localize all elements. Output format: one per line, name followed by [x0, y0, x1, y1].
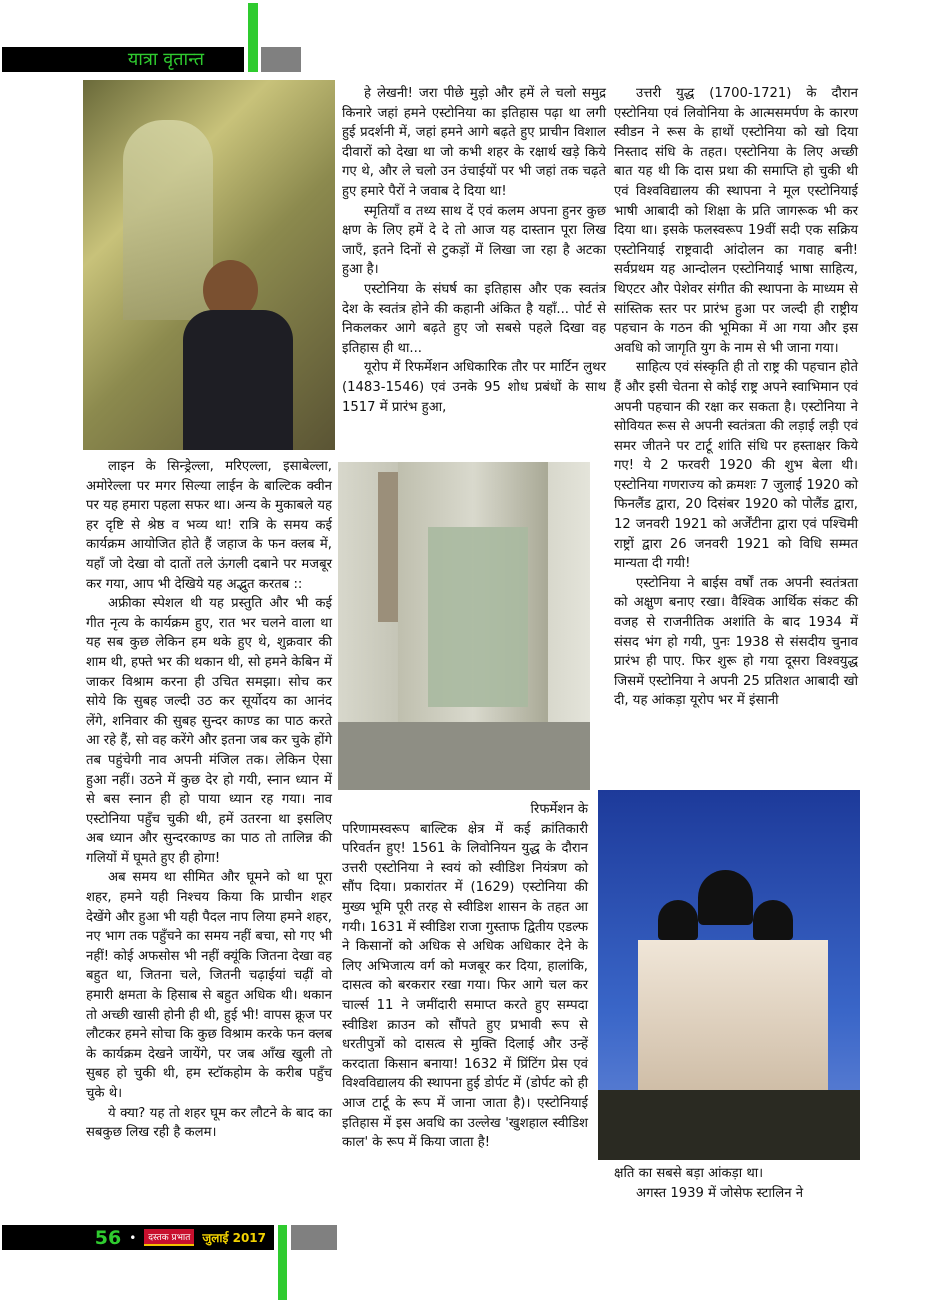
- header-gray-block: [261, 47, 301, 72]
- paragraph: एस्टोनिया के संघर्ष का इतिहास और एक स्वतंत्र देश के स्वतंत्र होने की कहानी अंकित है यहाँ... पोर्ट से निकलकर आगे बढ़ते हुए जो सबसे पहले दिखा वह इतिहास ही था...: [342, 281, 606, 356]
- issue-date: जुलाई 2017: [202, 1231, 266, 1245]
- paragraph: अफ्रीका स्पेशल थी यह प्रस्तुति और भी कई गीत नृत्य के कार्यक्रम हुए, रात भर चलने वाला था यह सब कुछ लेकिन हम थके हुए थे, शुक्रवार की शाम थी, हफ्ते भर की थकान थी, सो हमने केबिन में जाकर विश्राम करना ही उचित समझा। सोच कर सोये कि सुबह जल्दी उठ कर सूर्योदय का आनंद लेंगे, शनिवार की सुबह सुन्दर काण्ड का पाठ करते आ रहे हैं, सो वह करेंगे और इतना जब कर चुके होंगे तब पहुंचेगी नाव अपनी मंजिल तक। लेकिन ऐसा हुआ नहीं। उठने में कुछ देर हो गयी, स्नान ध्यान में से बस स्नान ही हो पाया ध्यान रह गया। नाव एस्टोनिया पहुँच चुकी थी, हमें उतरना था इसलिए अब ध्यान और सुन्दरकाण्ड का पाठ तो तालिन्न की गलियों में घूमते हुए ही होगा!: [86, 596, 332, 866]
- paragraph: हे लेखनी! जरा पीछे मुड़ो और हमें ले चलो समुद्र किनारे जहां हमने एस्टोनिया का इतिहास पढ़ा था लगी हुई प्रदर्शनी में, जहां हमने आगे बढ़ते हुए प्राचीन विशाल दीवारों को देखा था जो कभी शहर के रक्षार्थ खड़े किये गए थे, और ले चलो उन उंचाईयों पर भी जहां तक चढ़ते हुए हमारे पैरों ने जवाब दे दिया था!: [342, 86, 606, 199]
- left-column: [86, 457, 332, 1143]
- paragraph: ये क्या? यह तो शहर घूम कर लौटने के बाद का सबकुछ लिख रही है कलम।: [86, 1105, 332, 1141]
- paragraph: परिणामस्वरूप बाल्टिक क्षेत्र में कई क्रांतिकारी परिवर्तन हुए! 1561 के लिवोनियन युद्ध के दौरान उत्तरी एस्टोनिया ने स्वयं को स्वीडिश नियंत्रण को सौंप दिया। प्रकारांतर में (1629) एस्टोनिया की मुख्य भूमि पूरी तरह से स्वीडिश शासन के तहत आ गयी। 1631 में स्वीडिश राजा गुस्ताफ द्वितीय एडल्फ ने किसानों को अधिक से अधिक अधिकार देने के लिए अभिजात्य वर्ग को मजबूर कर दिया, हालांकि, दासत्व को बरकरार रखा गया। फिर आगे चल कर चार्ल्स 11 ने जमींदारी समाप्त करते हुए सम्पदा स्वीडिश क्राउन को सौंपते हुए प्रभावी रूप से धरतीपुत्रों को दासत्व से मुक्ति दिलाई और उन्हें करदाता किसान बनाया! 1632 में प्रिंटिंग प्रेस एवं विश्वविद्यालय की स्थापना हुई डोर्पट में (डोर्पट को ही आज टार्टू के रूप में जाना जाता है)। एस्टोनियाई इतिहास में इस अवधि का उल्लेख 'खुशहाल स्वीडिश काल' के रूप में किया जाता है!: [342, 821, 588, 1151]
- footer-bullet: •: [129, 1230, 137, 1245]
- paragraph: स्मृतियाँ व तथ्य साथ दें एवं कलम अपना हुनर कुछ क्षण के लिए हमें दे दे तो आज यह दास्तान पूरा लिख जाएँ, इतने दिनों से टुकड़ों में लिखा जा रहा है अटका हुआ है।: [342, 203, 606, 278]
- magazine-logo: दस्तक प्रभात: [144, 1229, 194, 1246]
- right-column-bottom: [614, 1164, 858, 1203]
- middle-column-top: [342, 84, 606, 417]
- right-column: [614, 84, 858, 711]
- header-accent-green: [248, 3, 258, 72]
- page-number: 56: [94, 1226, 122, 1249]
- paragraph: अब समय था सीमित और घूमने को था पूरा शहर, हमने यही निश्चय किया कि प्राचीन शहर देखेंगे और हुआ भी यही पैदल नाप लिया हमने शहर, नए भाग तक पहुँचने का समय नहीं बचा, सो गए भी नहीं! कोई अफसोस भी नहीं क्यूंकि जितना देखा वह बहुत था, जितना चले, जितनी चढ़ाईयां चढ़ीं वो हमारी क्षमता के हिसाब से बहुत अधिक थी। थकान तो अच्छी खासी होनी ही थी, हुई भी! वापस क्रूज पर लौटकर हमने सोचा कि कुछ विश्राम करके फन क्लब के कार्यक्रम देखने जायेंगे, पर जब आँख खुली तो सुबह हो चुकी थी, हम स्टॉकहोम के करीब पहुँच चुके थे।: [86, 870, 332, 1101]
- paragraph: अगस्त 1939 में जोसेफ स्टालिन ने: [636, 1185, 804, 1201]
- footer-bar: [2, 1225, 274, 1250]
- paragraph: यूरोप में रिफर्मेशन अधिकारिक तौर पर मार्टिन लुथर (1483-1546) एवं उनके 95 शोध प्रबंधों के साथ 1517 में प्रारंभ हुआ,: [342, 360, 606, 415]
- middle-column-bottom: [342, 800, 588, 1153]
- footer-gray-block: [291, 1225, 337, 1250]
- paragraph: लाइन के सिन्ड्रेल्ला, मरिएल्ला, इसाबेल्ला, अमोरेल्ला पर मगर सिल्या लाईन के बाल्टिक क्वीन पर यह हमारा पहला सफर था। अन्य के मुकाबले यह हर दृष्टि से श्रेष्ठ व भव्य था! रात्रि के समय कई कार्यक्रम आयोजित होते हैं जहाज के फन क्लब में, यहाँ जो देखा वो दातों तले ऊंगली दबाने पर मजबूर कर गया, आप भी देखिये यह अद्भुत करतब ::: [86, 459, 332, 592]
- paragraph: उत्तरी युद्ध (1700-1721) के दौरान एस्टोनिया एवं लिवोनिया के आत्मसमर्पण के कारण स्वीडन ने रूस के हाथों एस्टोनिया को खो दिया निस्ताद संधि के तहत। एस्टोनिया के लिए अच्छी बात यह थी कि दास प्रथा की समाप्ति हो चुकी थी एवं विश्वविद्यालय की स्थापना ने मूल एस्टोनियाई भाषी आबादी को शिक्षा के प्रति जागरूक भी कर दिया था। इसके फलस्वरूप 19वीं सदी एक सक्रिय एस्टोनियाई राष्ट्रवादी आंदोलन का गवाह बनी! सर्वप्रथम यह आन्दोलन एस्टोनियाई भाषा साहित्य, थिएटर और पेशेवर संगीत की स्थापना के माध्यम से सांस्तिक स्तर पर प्रारंभ हुआ पर जल्दी ही राष्ट्रीय पहचान के गठन की भूमिका में आ गया और इस अवधि को जागृति युग के नाम से भी जाना गया।: [614, 86, 858, 356]
- section-header: यात्रा वृतान्त: [2, 47, 244, 72]
- photo-stone-monument: [338, 462, 590, 790]
- photo-cathedral: [598, 790, 860, 1160]
- paragraph: क्षति का सबसे बड़ा आंकड़ा था।: [614, 1166, 764, 1181]
- continuation-lead: रिफर्मेशन के: [530, 802, 588, 817]
- paragraph: एस्टोनिया ने बाईस वर्षों तक अपनी स्वतंत्रता को अक्षुण बनाए रखा। वैश्विक आर्थिक संकट की वजह से राजनीतिक अशांति के बाद 1934 में संसद भंग हो गयी, पुनः 1938 से संसदीय चुनाव प्रारंभ ही पाए. फिर शुरू हो गया दूसरा विश्वयुद्ध जिसमें एस्टोनिया ने अपनी 25 प्रतिशत आबादी खो दी, यह आंकड़ा यूरोप भर में इंसानी: [614, 575, 858, 709]
- footer-accent-green: [278, 1225, 287, 1300]
- photo-man-in-passage: [83, 80, 335, 450]
- paragraph: साहित्य एवं संस्कृति ही तो राष्ट्र की पहचान होते हैं और इसी चेतना से कोई राष्ट्र अपने स्वाभिमान एवं अपनी पहचान की रक्षा कर सकता है। एस्टोनिया ने सोवियत रूस से अपनी स्वतंत्रता की लड़ाई लड़ी एवं समर जीतने पर टार्टू शांति संधि पर हस्ताक्षर किये गए! ये 2 फरवरी 1920 की शुभ बेला थी। एस्टोनिया गणराज्य को क्रमशः 7 जुलाई 1920 को फिनलैंड द्वारा, 20 दिसंबर 1920 को पोलैंड द्वारा, 12 जनवरी 1921 को अर्जेंटीना द्वारा एवं पश्चिमी राष्ट्रों द्वारा 26 जनवरी 1921 को विधि सम्मत मान्यता दी गयी!: [614, 360, 858, 572]
